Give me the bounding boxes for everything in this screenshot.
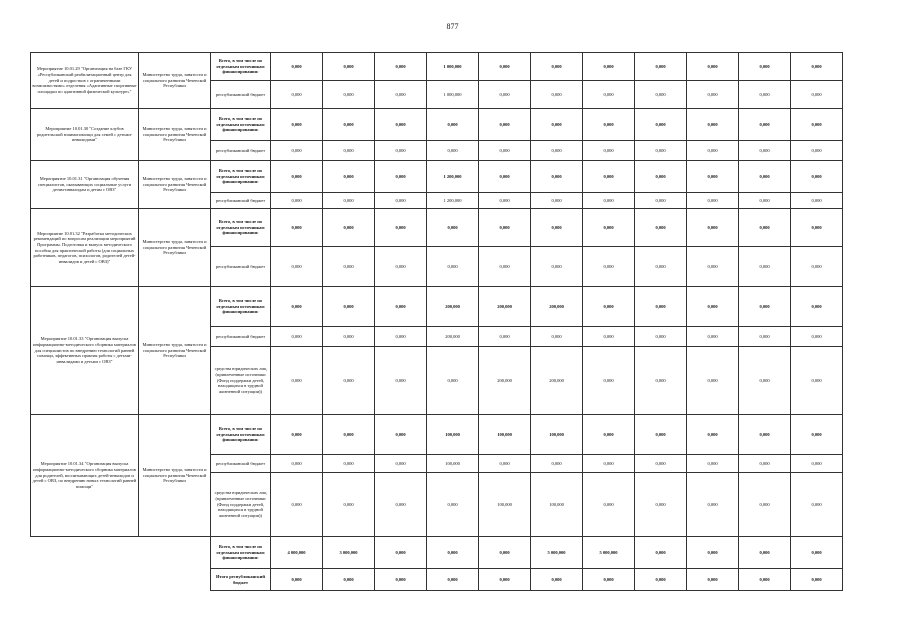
total-amount-cell: 0,000 <box>479 569 531 591</box>
amount-cell: 0,000 <box>479 247 531 287</box>
amount-cell: 0,000 <box>375 161 427 193</box>
amount-cell: 0,000 <box>687 327 739 347</box>
amount-cell: 0,000 <box>271 53 323 81</box>
amount-cell: 0,000 <box>635 53 687 81</box>
funding-source-cell: республиканский бюджет <box>211 193 271 209</box>
amount-cell: 0,000 <box>323 247 375 287</box>
amount-cell: 0,000 <box>271 193 323 209</box>
amount-cell: 0,000 <box>739 287 791 327</box>
executor-cell: Министерство труда, занятости и социального развития Чеченской Республики <box>139 53 211 109</box>
funding-source-cell: Всего, в том числе по отдельным источникам финансирования: <box>211 161 271 193</box>
amount-cell: 0,000 <box>635 141 687 161</box>
total-amount-cell: 0,000 <box>375 569 427 591</box>
amount-cell: 200,000 <box>427 287 479 327</box>
amount-cell: 0,000 <box>687 141 739 161</box>
amount-cell: 0,000 <box>479 141 531 161</box>
amount-cell: 0,000 <box>531 327 583 347</box>
amount-cell: 0,000 <box>323 287 375 327</box>
amount-cell: 0,000 <box>687 415 739 455</box>
amount-cell: 0,000 <box>427 209 479 247</box>
total-amount-cell: 0,000 <box>479 537 531 569</box>
amount-cell: 0,000 <box>479 81 531 109</box>
total-amount-cell: 0,000 <box>427 537 479 569</box>
amount-cell: 0,000 <box>739 473 791 537</box>
amount-cell: 0,000 <box>791 415 843 455</box>
executor-cell: Министерство труда, занятости и социального развития Чеченской Республики <box>139 287 211 415</box>
funding-source-cell: Всего, в том числе по отдельным источникам финансирования: <box>211 109 271 141</box>
amount-cell: 0,000 <box>583 109 635 141</box>
executor-cell: Министерство труда, занятости и социального развития Чеченской Республики <box>139 109 211 161</box>
total-amount-cell: 5 000,000 <box>583 537 635 569</box>
amount-cell: 0,000 <box>271 415 323 455</box>
amount-cell: 0,000 <box>635 247 687 287</box>
amount-cell: 0,000 <box>427 141 479 161</box>
amount-cell: 0,000 <box>375 109 427 141</box>
amount-cell: 0,000 <box>427 247 479 287</box>
funding-source-cell: Всего, в том числе по отдельным источникам финансирования: <box>211 415 271 455</box>
amount-cell: 0,000 <box>271 81 323 109</box>
amount-cell: 0,000 <box>791 141 843 161</box>
amount-cell: 0,000 <box>375 455 427 473</box>
amount-cell: 0,000 <box>427 473 479 537</box>
amount-cell: 0,000 <box>583 141 635 161</box>
event-name-cell: Мероприятие 10.01.32 "Разработка методических рекомендаций по вопросам реализации мероприятий Программы. Подготовка и выпуск методического пособия для практической работы (для социальных работников, педагогов, психологов, родителей детей-инвалидов и детей с ОВЗ)" <box>31 209 139 287</box>
amount-cell: 0,000 <box>635 161 687 193</box>
amount-cell: 1 000,000 <box>427 81 479 109</box>
amount-cell: 0,000 <box>427 109 479 141</box>
amount-cell: 0,000 <box>791 247 843 287</box>
total-amount-cell: 0,000 <box>739 537 791 569</box>
amount-cell: 1 200,000 <box>427 193 479 209</box>
table-body <box>31 53 843 591</box>
amount-cell: 0,000 <box>739 209 791 247</box>
table-row <box>31 161 843 193</box>
empty-cell <box>139 537 211 569</box>
total-amount-cell: 5 000,000 <box>531 537 583 569</box>
event-name-cell: Мероприятие 10.01.34 "Организация выпуска информационно-методического сборника материалов для родителей, воспитывающих детей-инвалидов и детей с ОВЗ, по внедрению новых технологий ранней помощи" <box>31 415 139 537</box>
amount-cell: 0,000 <box>271 209 323 247</box>
table-row <box>31 415 843 455</box>
amount-cell: 0,000 <box>323 81 375 109</box>
funding-source-cell: республиканский бюджет <box>211 247 271 287</box>
budget-table <box>30 52 843 591</box>
amount-cell: 0,000 <box>635 109 687 141</box>
amount-cell: 0,000 <box>531 247 583 287</box>
funding-source-cell: Всего, в том числе по отдельным источникам финансирования: <box>211 287 271 327</box>
total-amount-cell: 0,000 <box>687 537 739 569</box>
amount-cell: 0,000 <box>479 209 531 247</box>
event-name-cell: Мероприятие 10.01.30 "Создание клубов родительской взаимопомощи для семей с детьми-инвалидами" <box>31 109 139 161</box>
table-row <box>31 53 843 81</box>
empty-cell <box>31 569 139 591</box>
amount-cell: 200,000 <box>427 327 479 347</box>
total-amount-cell: 0,000 <box>531 569 583 591</box>
executor-cell: Министерство труда, занятости и социального развития Чеченской Республики <box>139 415 211 537</box>
amount-cell: 0,000 <box>791 473 843 537</box>
amount-cell: 0,000 <box>635 455 687 473</box>
amount-cell: 0,000 <box>687 347 739 415</box>
amount-cell: 0,000 <box>479 109 531 141</box>
amount-cell: 0,000 <box>791 347 843 415</box>
funding-source-cell: республиканский бюджет <box>211 327 271 347</box>
amount-cell: 0,000 <box>479 161 531 193</box>
amount-cell: 0,000 <box>375 209 427 247</box>
executor-cell: Министерство труда, занятости и социального развития Чеченской Республики <box>139 161 211 209</box>
amount-cell: 0,000 <box>583 209 635 247</box>
amount-cell: 0,000 <box>687 109 739 141</box>
amount-cell: 0,000 <box>739 193 791 209</box>
amount-cell: 0,000 <box>635 473 687 537</box>
amount-cell: 0,000 <box>375 473 427 537</box>
amount-cell: 0,000 <box>791 287 843 327</box>
funding-source-cell: средства юридических лиц (привлеченные источники (Фонд поддержки детей, находящихся в трудной жизненной ситуации)) <box>211 473 271 537</box>
total-amount-cell: 0,000 <box>687 569 739 591</box>
event-name-cell: Мероприятие 10.01.29 "Организация на базе ГКУ «Республиканский реабилитационный центр для детей и подростков с ограниченными возможностями» отделения «Адаптивные спортивные площадки по адаптивной физической культуре»" <box>31 53 139 109</box>
amount-cell: 0,000 <box>583 161 635 193</box>
amount-cell: 0,000 <box>635 347 687 415</box>
amount-cell: 200,000 <box>531 347 583 415</box>
amount-cell: 0,000 <box>687 81 739 109</box>
amount-cell: 100,000 <box>427 415 479 455</box>
amount-cell: 0,000 <box>739 141 791 161</box>
total-row <box>31 569 843 591</box>
amount-cell: 0,000 <box>323 327 375 347</box>
amount-cell: 200,000 <box>479 287 531 327</box>
amount-cell: 0,000 <box>531 109 583 141</box>
amount-cell: 0,000 <box>791 53 843 81</box>
amount-cell: 0,000 <box>531 141 583 161</box>
amount-cell: 0,000 <box>375 247 427 287</box>
funding-source-cell: Всего, в том числе по отдельным источникам финансирования: <box>211 209 271 247</box>
funding-source-cell: республиканский бюджет <box>211 81 271 109</box>
executor-cell: Министерство труда, занятости и социального развития Чеченской Республики <box>139 209 211 287</box>
amount-cell: 0,000 <box>531 193 583 209</box>
amount-cell: 0,000 <box>375 287 427 327</box>
amount-cell: 0,000 <box>271 109 323 141</box>
amount-cell: 200,000 <box>479 347 531 415</box>
amount-cell: 0,000 <box>739 347 791 415</box>
amount-cell: 0,000 <box>271 327 323 347</box>
amount-cell: 0,000 <box>583 455 635 473</box>
amount-cell: 0,000 <box>323 53 375 81</box>
amount-cell: 0,000 <box>687 455 739 473</box>
amount-cell: 0,000 <box>271 161 323 193</box>
amount-cell: 0,000 <box>739 415 791 455</box>
amount-cell: 0,000 <box>687 247 739 287</box>
amount-cell: 0,000 <box>739 161 791 193</box>
amount-cell: 0,000 <box>323 415 375 455</box>
amount-cell: 0,000 <box>635 415 687 455</box>
total-amount-cell: 0,000 <box>739 569 791 591</box>
total-amount-cell: 0,000 <box>375 537 427 569</box>
funding-source-cell: республиканский бюджет <box>211 141 271 161</box>
amount-cell: 0,000 <box>739 455 791 473</box>
amount-cell: 0,000 <box>531 53 583 81</box>
amount-cell: 0,000 <box>323 455 375 473</box>
amount-cell: 0,000 <box>531 455 583 473</box>
amount-cell: 200,000 <box>531 287 583 327</box>
funding-source-cell: средства юридических лиц (привлеченные источники (Фонд поддержки детей, находящихся в трудной жизненной ситуации)) <box>211 347 271 415</box>
amount-cell: 0,000 <box>791 81 843 109</box>
amount-cell: 0,000 <box>791 109 843 141</box>
amount-cell: 0,000 <box>323 193 375 209</box>
amount-cell: 0,000 <box>635 209 687 247</box>
amount-cell: 0,000 <box>271 347 323 415</box>
total-source-cell: Итого республиканский бюджет <box>211 569 271 591</box>
funding-source-cell: республиканский бюджет <box>211 455 271 473</box>
amount-cell: 0,000 <box>583 81 635 109</box>
amount-cell: 0,000 <box>479 193 531 209</box>
funding-source-cell: Всего, в том числе по отдельным источникам финансирования: <box>211 53 271 81</box>
total-amount-cell: 0,000 <box>271 569 323 591</box>
amount-cell: 0,000 <box>687 161 739 193</box>
amount-cell: 0,000 <box>427 347 479 415</box>
amount-cell: 0,000 <box>687 209 739 247</box>
amount-cell: 0,000 <box>479 455 531 473</box>
amount-cell: 0,000 <box>635 81 687 109</box>
amount-cell: 0,000 <box>583 415 635 455</box>
amount-cell: 0,000 <box>375 327 427 347</box>
amount-cell: 0,000 <box>375 141 427 161</box>
amount-cell: 0,000 <box>583 473 635 537</box>
total-amount-cell: 4 000,000 <box>271 537 323 569</box>
amount-cell: 0,000 <box>687 473 739 537</box>
amount-cell: 0,000 <box>375 53 427 81</box>
amount-cell: 0,000 <box>635 193 687 209</box>
amount-cell: 0,000 <box>531 209 583 247</box>
amount-cell: 100,000 <box>531 473 583 537</box>
amount-cell: 0,000 <box>791 209 843 247</box>
total-amount-cell: 0,000 <box>635 569 687 591</box>
amount-cell: 0,000 <box>739 247 791 287</box>
amount-cell: 0,000 <box>479 327 531 347</box>
amount-cell: 0,000 <box>687 193 739 209</box>
amount-cell: 0,000 <box>583 347 635 415</box>
amount-cell: 0,000 <box>323 209 375 247</box>
amount-cell: 0,000 <box>323 141 375 161</box>
amount-cell: 0,000 <box>323 473 375 537</box>
event-name-cell: Мероприятие 10.01.31 "Организация обучения специалистов, оказывающих социальные услуги детям-инвалидам и детям с ОВЗ" <box>31 161 139 209</box>
amount-cell: 0,000 <box>739 53 791 81</box>
amount-cell: 0,000 <box>323 109 375 141</box>
amount-cell: 0,000 <box>687 287 739 327</box>
amount-cell: 0,000 <box>271 455 323 473</box>
amount-cell: 0,000 <box>375 415 427 455</box>
total-amount-cell: 0,000 <box>791 537 843 569</box>
amount-cell: 0,000 <box>739 109 791 141</box>
event-name-cell: Мероприятие 10.01.33 "Организация выпуска информационно-методического сборника материалов для специалистов по внедрению технологий ранней помощи, эффективных практик работы с детьми-инвалидами и детьми с ОВЗ" <box>31 287 139 415</box>
amount-cell: 0,000 <box>635 287 687 327</box>
total-amount-cell: 0,000 <box>323 569 375 591</box>
amount-cell: 0,000 <box>791 455 843 473</box>
amount-cell: 0,000 <box>375 81 427 109</box>
amount-cell: 0,000 <box>479 53 531 81</box>
table-row <box>31 109 843 141</box>
amount-cell: 0,000 <box>635 327 687 347</box>
total-row <box>31 537 843 569</box>
amount-cell: 1 000,000 <box>427 53 479 81</box>
amount-cell: 0,000 <box>271 287 323 327</box>
total-amount-cell: 0,000 <box>427 569 479 591</box>
amount-cell: 0,000 <box>531 161 583 193</box>
total-amount-cell: 3 000,000 <box>323 537 375 569</box>
amount-cell: 0,000 <box>583 247 635 287</box>
amount-cell: 0,000 <box>583 53 635 81</box>
amount-cell: 0,000 <box>323 161 375 193</box>
amount-cell: 0,000 <box>271 141 323 161</box>
amount-cell: 1 200,000 <box>427 161 479 193</box>
amount-cell: 0,000 <box>583 287 635 327</box>
total-amount-cell: 0,000 <box>583 569 635 591</box>
amount-cell: 100,000 <box>479 473 531 537</box>
amount-cell: 0,000 <box>375 193 427 209</box>
amount-cell: 0,000 <box>531 81 583 109</box>
empty-cell <box>31 537 139 569</box>
table-row <box>31 287 843 327</box>
page-number: 877 <box>446 22 459 31</box>
amount-cell: 0,000 <box>583 327 635 347</box>
amount-cell: 100,000 <box>479 415 531 455</box>
amount-cell: 0,000 <box>687 53 739 81</box>
amount-cell: 0,000 <box>791 193 843 209</box>
amount-cell: 0,000 <box>375 347 427 415</box>
total-amount-cell: 0,000 <box>635 537 687 569</box>
table-row <box>31 209 843 247</box>
amount-cell: 0,000 <box>583 193 635 209</box>
amount-cell: 0,000 <box>791 327 843 347</box>
amount-cell: 100,000 <box>427 455 479 473</box>
amount-cell: 0,000 <box>323 347 375 415</box>
amount-cell: 0,000 <box>271 247 323 287</box>
amount-cell: 0,000 <box>791 161 843 193</box>
total-amount-cell: 0,000 <box>791 569 843 591</box>
amount-cell: 100,000 <box>531 415 583 455</box>
empty-cell <box>139 569 211 591</box>
amount-cell: 0,000 <box>271 473 323 537</box>
amount-cell: 0,000 <box>739 81 791 109</box>
total-source-cell: Всего, в том числе по отдельным источникам финансирования: <box>211 537 271 569</box>
amount-cell: 0,000 <box>739 327 791 347</box>
